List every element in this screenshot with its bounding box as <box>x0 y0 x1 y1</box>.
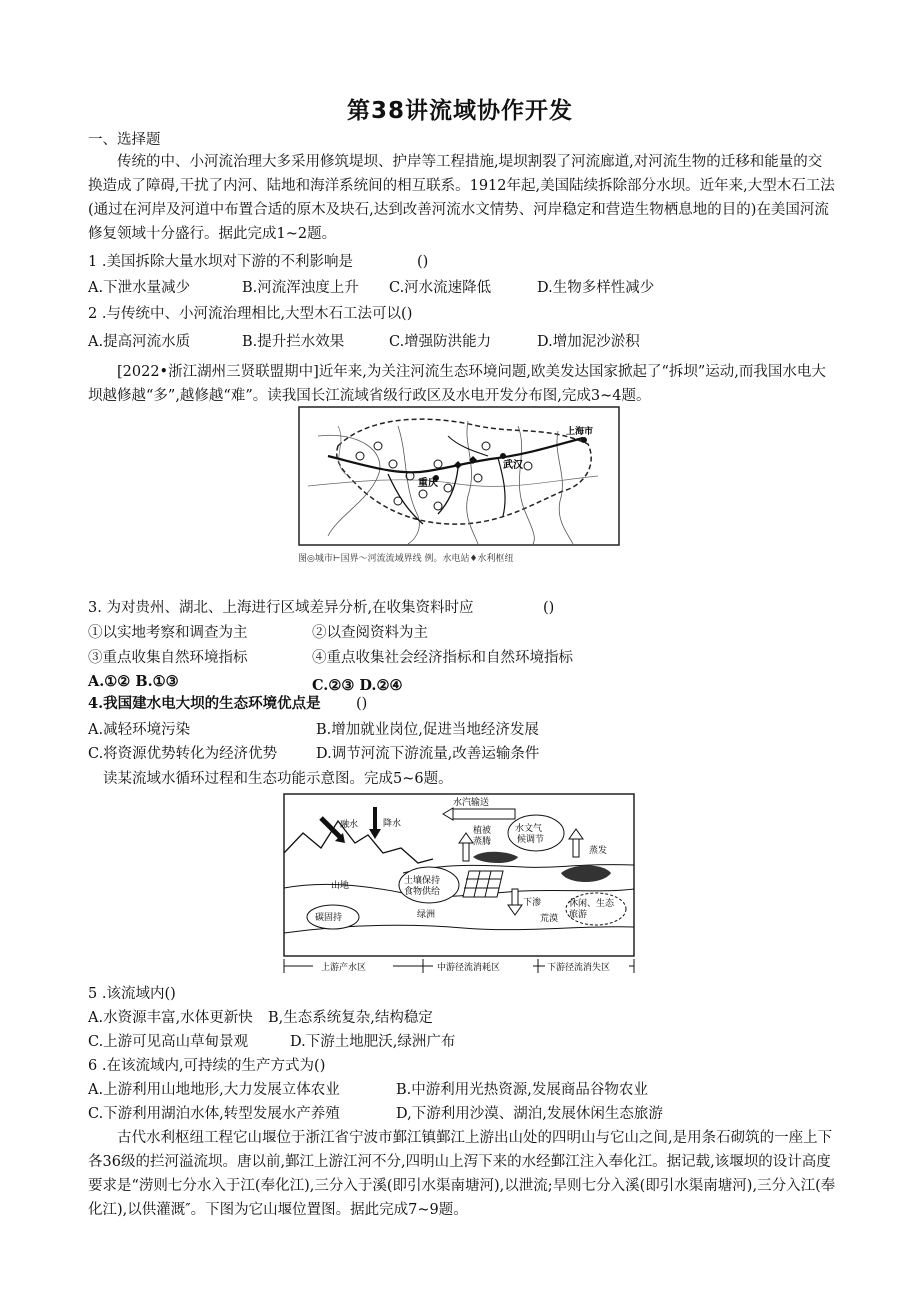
label-zone-upstream: 上游产水区 <box>321 963 367 973</box>
section-heading: 一、选择题 <box>88 132 161 148</box>
q4-option-d: D.调节河流下游流量,改善运输条件 <box>316 746 540 762</box>
q6-option-a: A.上游利用山地地形,大力发展立体农业 <box>88 1082 340 1098</box>
q4-option-a: A.减轻环境污染 <box>88 722 191 738</box>
label-melt: 融水 <box>340 820 359 830</box>
label-oasis: 绿洲 <box>417 910 436 920</box>
question-1-text: 1 .美国拆除大量水坝对下游的不利影响是 <box>88 254 353 270</box>
q5-option-a: A.水资源丰富,水体更新快 <box>88 1010 253 1026</box>
q2-option-b: B.提升拦水效果 <box>242 334 345 350</box>
water-cycle-diagram <box>283 793 635 975</box>
question-4-stem: 4.我国建水电大坝的生态环境优点是 <box>88 695 321 712</box>
question-3-stem: 3. 为对贵州、湖北、上海进行区域差异分析,在收集资料时应 <box>88 600 474 616</box>
question-2-stem: 2 .与传统中、小河流治理相比,大型木石工法可以() <box>88 306 413 322</box>
label-veg: 植被 <box>473 826 492 836</box>
question-4-paren: () <box>356 696 368 712</box>
q3-item-4: ④重点收集社会经济指标和自然环境指标 <box>312 650 573 666</box>
map-svg <box>298 406 620 546</box>
intro-paragraph-2: [2022•浙江湖州三贤联盟期中]近年来,为关注河流生态环境问题,欧美发达国家掀起了“拆坝”运动,而我国水电大坝越修越“多”,越修越“难”。读我国长江流域省级行政区及水电开发分布图,完成3~4题。 <box>88 364 826 404</box>
label-desert: 荒漠 <box>540 914 559 924</box>
label-vapor: 水汽输送 <box>453 798 490 808</box>
question-1-stem <box>88 252 353 272</box>
map-label-wuhan: 武汉 <box>503 460 523 471</box>
q1-option-d: D.生物多样性减少 <box>537 280 655 296</box>
label-climate-1: 水文气 <box>515 824 543 834</box>
q5-option-d: D.下游土地肥沃,绿洲广布 <box>290 1034 456 1050</box>
q2-option-d: D.增加泥沙淤积 <box>537 334 640 350</box>
label-rain: 降水 <box>383 819 402 829</box>
q3-item-3: ③重点收集自然环境指标 <box>88 650 248 666</box>
label-veg2: 蒸腾 <box>473 837 492 847</box>
label-soil-2: 食物供给 <box>404 887 441 897</box>
map-label-chongqing: 重庆 <box>418 478 438 489</box>
q3-options-ab: A.①② B.①③ <box>88 673 179 690</box>
question-3-paren: () <box>543 600 555 616</box>
q1-option-c: C.河水流速降低 <box>389 280 492 296</box>
q1-option-a: A.下泄水量减少 <box>88 280 191 296</box>
intro-paragraph-1: 传统的中、小河流治理大多采用修筑堤坝、护岸等工程措施,堤坝割裂了河流廊道,对河流生物的迁移和能量的交换造成了障碍,干扰了内河、陆地和海洋系统间的相互联系。1912年起,美国陆续拆除部分水坝。近年来,大型木石工法(通过在河岸及河道中布置合适的原木及块石,达到改善河流水文情势、河岸稳定和营造生物栖息地的目的)在美国河流修复领域十分盛行。据此完成1~2题。 <box>88 154 835 242</box>
label-carbon: 碳固持 <box>315 913 343 923</box>
q6-option-b: B.中游利用光热资源,发展商品谷物农业 <box>396 1082 648 1098</box>
q2-option-a: A.提高河流水质 <box>88 334 191 350</box>
yangtze-basin-map <box>298 406 620 546</box>
q3-item-2: ②以查阅资料为主 <box>312 625 428 641</box>
intro-paragraph-4: 古代水利枢纽工程它山堰位于浙江省宁波市鄞江镇鄞江上游出山处的四明山与它山之间,是用条石砌筑的一座上下各36级的拦河溢流坝。唐以前,鄞江上游江河不分,四明山上泻下来的水经鄞江注入奉化江。据记载,该堰坝的设计高度要求是“涝则七分水入于江(奉化江),三分入于溪(即引水渠南塘河),以泄流;旱则七分入溪(即引水渠南塘河),三分入江(奉化江),以供灌溉″。下图为它山堰位置图。据此完成7~9题。 <box>88 1130 836 1218</box>
q6-option-c: C.下游利用湖泊水体,转型发展水产养殖 <box>88 1106 340 1122</box>
q3-item-1: ①以实地考察和调查为主 <box>88 625 248 641</box>
intro-paragraph-3: 读某流域水循环过程和生态功能示意图。完成5~6题。 <box>103 771 453 787</box>
map-legend: 图◎城市⊢国界～河流流域界线 例。水电站♦水利枢纽 <box>298 554 514 564</box>
q5-option-c: C.上游可见高山草甸景观 <box>88 1034 249 1050</box>
label-leisure-2: 旅游 <box>569 910 588 920</box>
label-evap: 蒸发 <box>589 846 608 856</box>
label-leisure-1: 休闲、生态 <box>569 899 615 909</box>
label-seep: 下渗 <box>523 898 542 908</box>
q2-option-c: C.增强防洪能力 <box>389 334 492 350</box>
q4-option-b: B.增加就业岗位,促进当地经济发展 <box>316 722 539 738</box>
q3-options-cd: C.②③ D.②④ <box>312 677 403 694</box>
q6-option-d: D,下游利用沙漠、湖泊,发展休闲生态旅游 <box>396 1106 663 1122</box>
label-soil-1: 土壤保持 <box>404 876 441 886</box>
question-5-stem: 5 .该流域内() <box>88 986 176 1002</box>
label-mountain: 山地 <box>331 881 350 891</box>
label-zone-downstream: 下游径流消失区 <box>547 963 611 973</box>
question-6-stem: 6 .在该流域内,可持续的生产方式为() <box>88 1058 326 1074</box>
label-climate-2: 候调节 <box>517 835 545 845</box>
map-label-shanghai: 上海市 <box>566 427 594 437</box>
q4-option-c: C.将资源优势转化为经济优势 <box>88 746 278 762</box>
q1-option-b: B.河流浑浊度上升 <box>242 280 359 296</box>
q5-option-b: B,生态系统复杂,结构稳定 <box>268 1010 433 1026</box>
label-zone-midstream: 中游径流消耗区 <box>437 963 501 973</box>
question-1-paren: () <box>417 254 429 270</box>
page-title: 第38讲流域协作开发 <box>346 98 573 124</box>
